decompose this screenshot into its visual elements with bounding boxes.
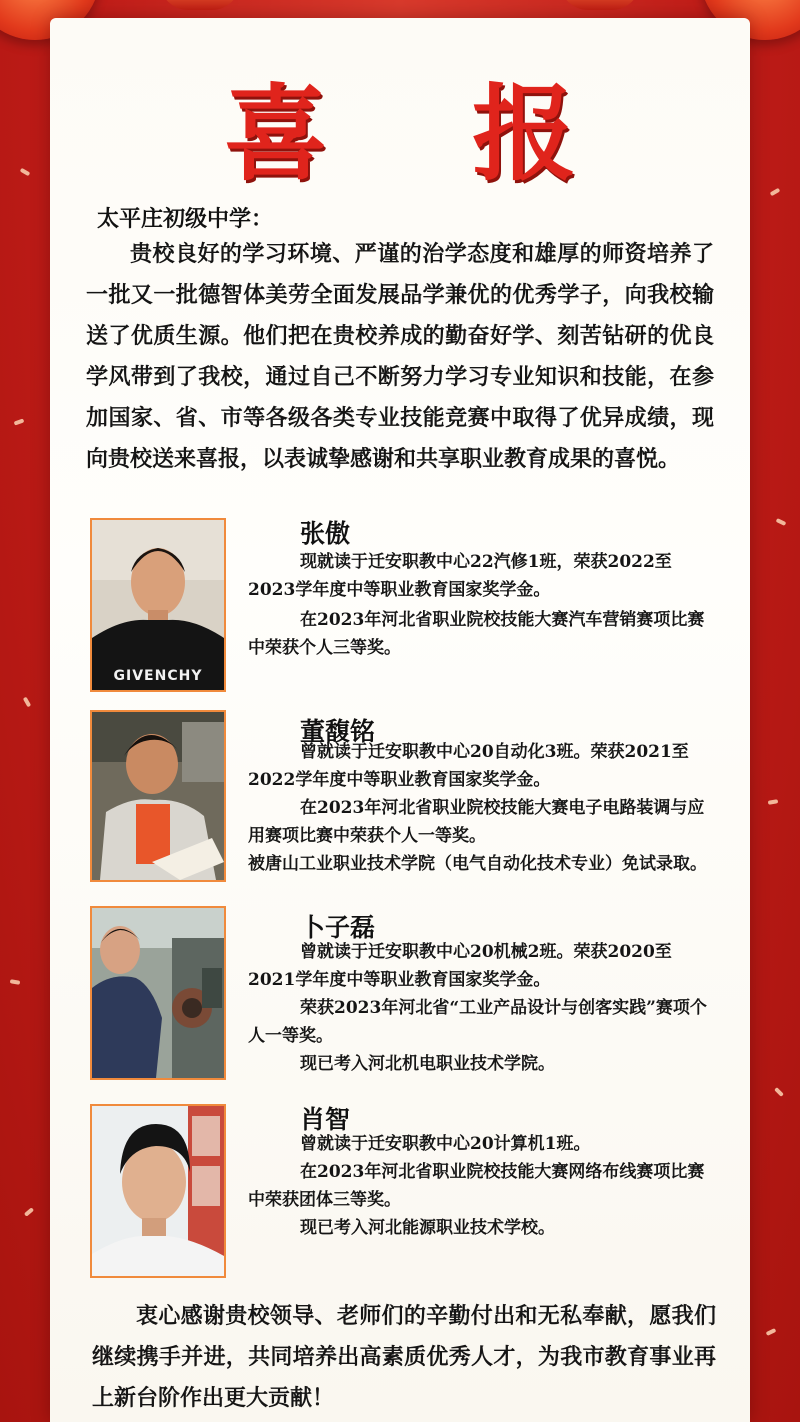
page-title: 喜 报: [223, 72, 631, 195]
shirt-text: GIVENCHY: [113, 668, 203, 684]
student-line: 荣获2023年河北省“工业产品设计与创客实践”赛项个人一等奖。: [248, 998, 707, 1046]
closing-paragraph: 衷心感谢贵校领导、老师们的辛勤付出和无私奉献，愿我们继续携手并进，共同培养出高素质优秀人才，为我市教育事业再上新台阶作出更大贡献！: [92, 1303, 716, 1411]
student-line: 现已考入河北能源职业技术学校。: [300, 1218, 555, 1238]
student-photo-bu-zilei: [90, 906, 226, 1080]
addressee: 太平庄初级中学：: [97, 206, 274, 232]
student-line: 曾就读于迁安职教中心20机械2班。荣获2020至2021学年度中等职业教育国家奖学金。: [248, 942, 672, 990]
student-line: 在2023年河北省职业院校技能大赛汽车营销赛项比赛中荣获个人三等奖。: [248, 610, 705, 658]
student-description: [248, 548, 712, 662]
intro-paragraph: 贵校良好的学习环境、严谨的治学态度和雄厚的师资培养了一批又一批德智体美劳全面发展品学兼优的优秀学子，向我校输送了优质生源。他们把在贵校养成的勤奋好学、刻苦钻研的优良学风带到了我校，通过自己不断努力学习专业知识和技能，在参加国家、省、市等各级各类专业技能竞赛中取得了优异成绩，现向贵校送来喜报，以表诚挚感谢和共享职业教育成果的喜悦。: [86, 241, 714, 472]
student-name: 卜子磊: [300, 913, 376, 942]
student-description: [248, 938, 712, 1078]
student-line: 现就读于迁安职教中心22汽修1班，荣获2022至2023学年度中等职业教育国家奖学金。: [248, 552, 672, 600]
student-name: 肖智: [300, 1105, 351, 1134]
student-line: 曾就读于迁安职教中心20自动化3班。荣获2021至2022学年度中等职业教育国家奖学金。: [248, 742, 689, 790]
student-name: 董馥铭: [300, 717, 376, 746]
student-description: [248, 1130, 712, 1242]
student-description: [248, 738, 712, 878]
student-photo-xiao-zhi: [90, 1104, 226, 1278]
student-photo-dong-fuming: [90, 710, 226, 882]
student-name: 张傲: [300, 519, 351, 548]
student-line: 在2023年河北省职业院校技能大赛网络布线赛项比赛中荣获团体三等奖。: [248, 1162, 705, 1210]
student-line: 曾就读于迁安职教中心20计算机1班。: [300, 1134, 591, 1154]
student-line: 在2023年河北省职业院校技能大赛电子电路装调与应用赛项比赛中荣获个人一等奖。: [248, 798, 705, 846]
student-line: 被唐山工业职业技术学院（电气自动化技术专业）免试录取。: [248, 854, 707, 874]
student-line: 现已考入河北机电职业技术学院。: [300, 1054, 555, 1074]
student-photo-zhang-ao: [90, 518, 226, 692]
